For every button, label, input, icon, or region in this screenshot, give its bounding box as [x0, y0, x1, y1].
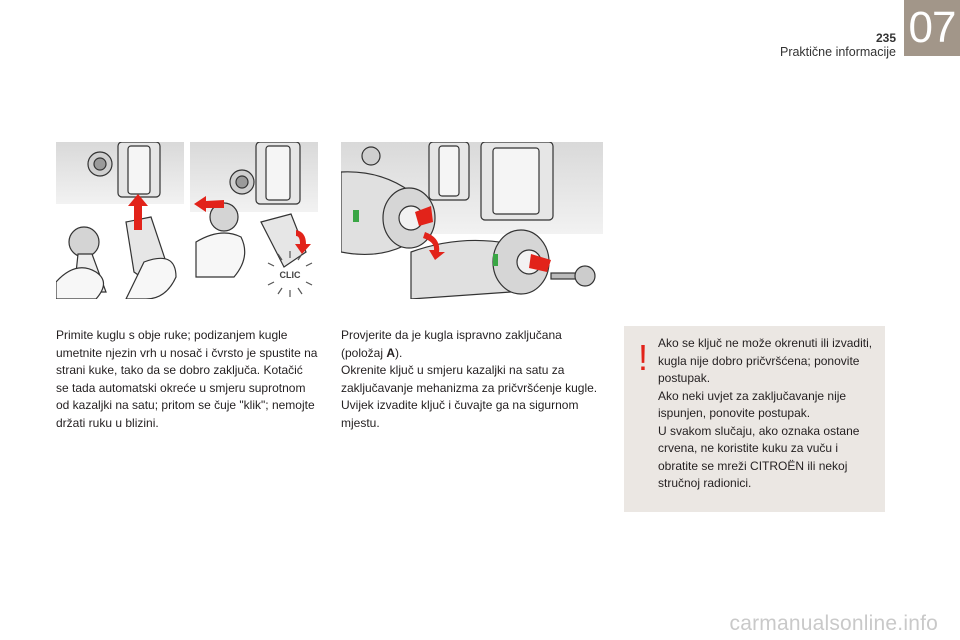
- instruction-check-lock: [341, 327, 603, 362]
- illustration-lock-key: [341, 142, 603, 299]
- instruction-insert-ball: Primite kuglu s obje ruke; podizanjem kugle umetnite njezin vrh u nosač i čvrsto je spustite na strani kuke, tako da se dobro zaključa. Kotačić se tada automatski okreće u smjeru suprotnom od kazaljki na satu; pritom se čuje "klik"; nemojte držati ruku u blizini.: [56, 328, 318, 430]
- warning-paragraph: Ako se ključ ne može okrenuti ili izvaditi, kugla nije dobro pričvršćena; ponovite postupak.: [658, 336, 873, 385]
- instruction-column-1: [56, 327, 318, 432]
- page-number: 235: [875, 31, 896, 45]
- check-lock-text-end: ).: [395, 345, 403, 360]
- warning-box: [624, 326, 885, 512]
- exclamation-icon: !: [638, 337, 649, 378]
- warning-paragraph: Ako neki uvjet za zaključavanje nije ispunjen, ponovite postupak.: [658, 388, 847, 420]
- watermark: carmanualsonline.info: [729, 612, 938, 635]
- clic-label: CLIC: [279, 270, 301, 280]
- position-label: A: [386, 345, 396, 360]
- check-lock-text: Provjerite da je kugla ispravno zaključana (položaj: [341, 328, 562, 360]
- illustration-insert-towball: [56, 142, 318, 299]
- instruction-column-2: [341, 327, 603, 432]
- instruction-remove-key: Uvijek izvadite ključ i čuvajte ga na sigurnom mjestu.: [341, 398, 579, 430]
- warning-paragraph: U svakom slučaju, ako oznaka ostane crvena, ne koristite kuku za vuču i obratite se mreži CITROËN ili nekoj stručnoj radionici.: [658, 423, 860, 490]
- section-title: Praktične informacije: [779, 45, 896, 59]
- chapter-tab: 07: [904, 0, 960, 56]
- warning-text: [658, 335, 880, 493]
- instruction-turn-key: Okrenite ključ u smjeru kazaljki na satu za zaključavanje mehanizma za pričvršćenje kugle.: [341, 363, 598, 395]
